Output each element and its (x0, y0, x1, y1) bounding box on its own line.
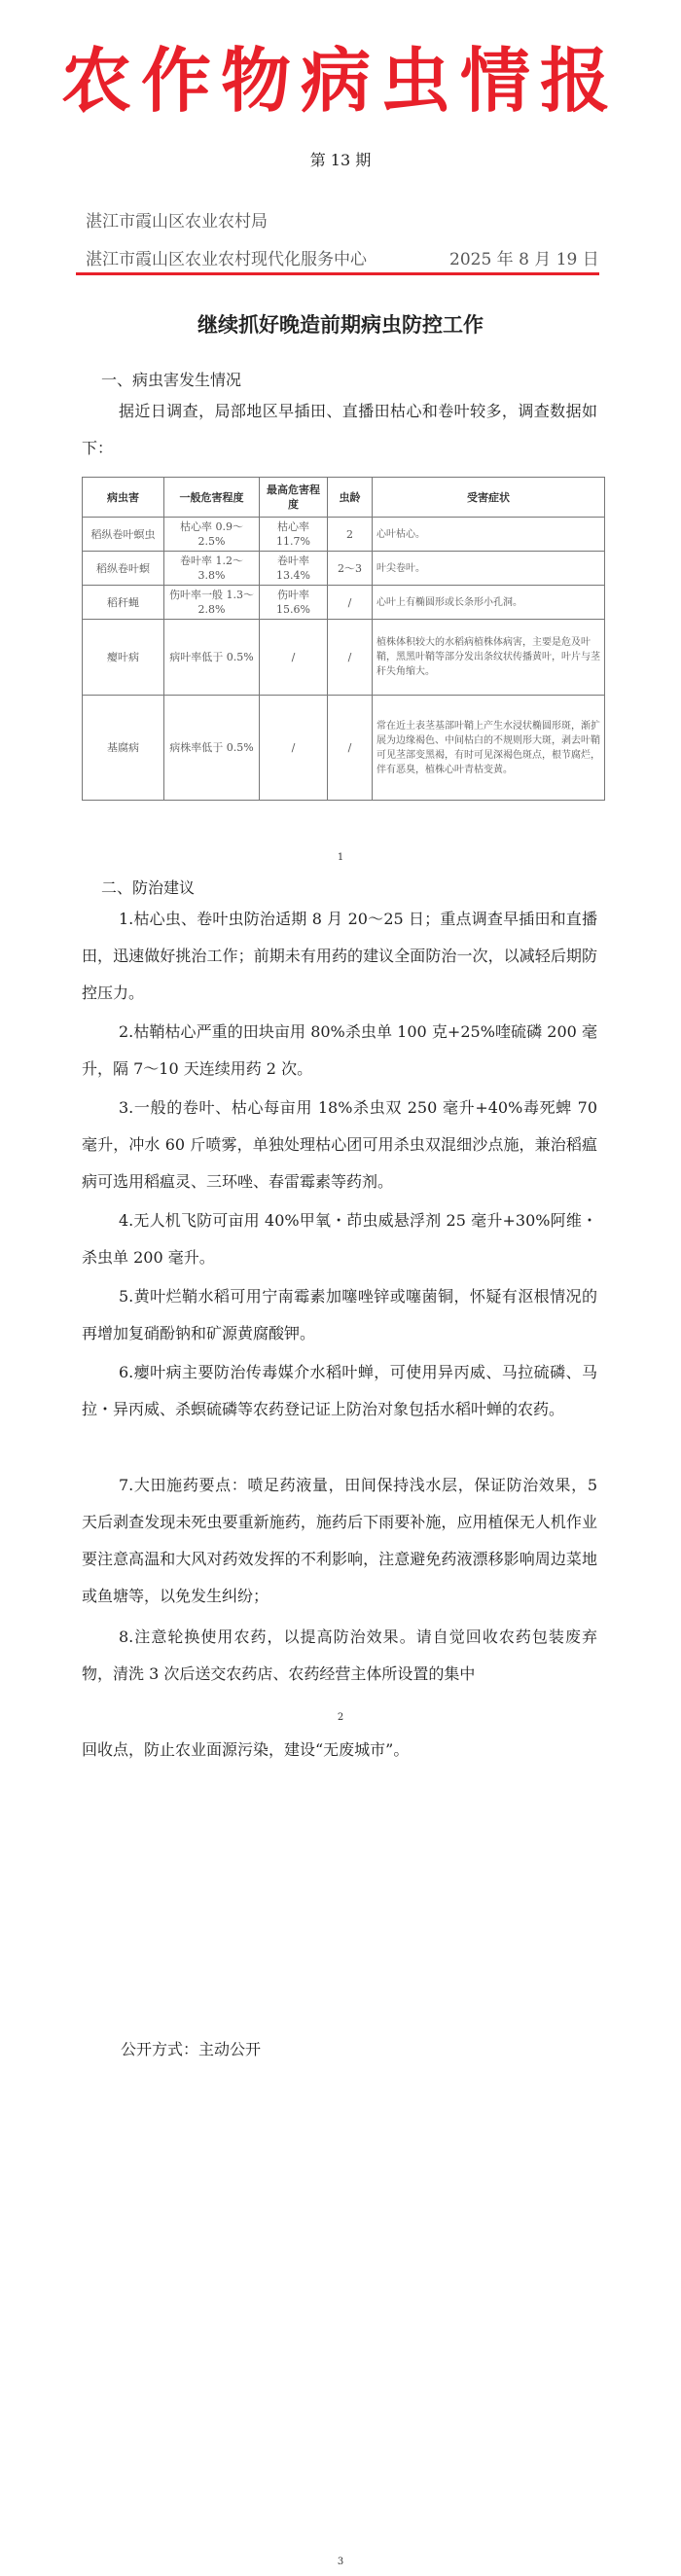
recommendation-item: 1.枯心虫、卷叶虫防治适期 8 月 20～25 日；重点调查早插田和直播田，迅速做好挑治工作；前期未有用药的建议全面防治一次，以减轻后期防控压力。 (82, 910, 597, 1002)
recommendation-item: 8.注意轮换使用农药，以提高防治效果。请自觉回收农药包装废弃物，清洗 3 次后送交农药店、农药经营主体所设置的集中 (82, 1628, 597, 1683)
issuing-organization-primary: 湛江市霞山区农业农村局 (86, 212, 268, 232)
recommendation-item: 4.无人机飞防可亩用 40%甲氧・茚虫威悬浮剂 25 毫升+30%阿维・杀虫单 200 毫升。 (82, 1211, 597, 1267)
table-header-cell: 一般危害程度 (164, 478, 260, 518)
table-cell: 伤叶率一般 1.3～2.8% (164, 586, 260, 620)
table-cell: 枯心率 0.9～2.5% (164, 518, 260, 552)
table-header-cell: 受害症状 (373, 478, 605, 518)
recommendation-continuation: 回收点，防止农业面源污染，建设“无废城市”。 (82, 1740, 410, 1759)
table-cell: 心叶枯心。 (373, 518, 605, 552)
table-row (83, 518, 605, 552)
section-heading-occurrence: 一、病虫害发生情况 (101, 371, 242, 389)
article-title: 继续抓好晚造前期病虫防控工作 (197, 312, 484, 337)
table-cell: 卷叶率 1.2～3.8% (164, 552, 260, 586)
table-cell: 叶尖卷叶。 (373, 552, 605, 586)
page-number: 2 (337, 1712, 344, 1723)
table-row (83, 620, 605, 696)
table-row (83, 696, 605, 801)
table-cell: 心叶上有椭圆形或长条形小孔洞。 (373, 586, 605, 620)
table-cell: / (328, 620, 373, 696)
table-cell: 病叶率低于 0.5% (164, 620, 260, 696)
table-cell: 枯心率 11.7% (260, 518, 328, 552)
table-cell: 2 (328, 518, 373, 552)
table-header-row (83, 478, 605, 518)
table-cell: / (328, 696, 373, 801)
table-cell: 2～3 (328, 552, 373, 586)
table-cell: 病株率低于 0.5% (164, 696, 260, 801)
table-header-cell: 最高危害程度 (260, 478, 328, 518)
table-cell: / (260, 696, 328, 801)
page-number: 1 (337, 852, 344, 863)
table-cell: 稻秆蝇 (83, 586, 164, 620)
recommendation-item: 5.黄叶烂鞘水稻可用宁南霉素加噻唑锌或噻菌铜，怀疑有沤根情况的再增加复硝酚钠和矿源黄腐酸钾。 (82, 1287, 597, 1342)
occurrence-intro-paragraph: 据近日调查，局部地区早插田、直播田枯心和卷叶较多，调查数据如下： (82, 402, 597, 457)
issuing-organization-secondary: 湛江市霞山区农业农村现代化服务中心 (86, 250, 367, 269)
table-header-cell: 病虫害 (83, 478, 164, 518)
table-cell: 瘿叶病 (83, 620, 164, 696)
recommendation-item: 6.瘿叶病主要防治传毒媒介水稻叶蝉，可使用异丙威、马拉硫磷、马拉・异丙威、杀螟硫磷等农药登记证上防治对象包括水稻叶蝉的农药。 (82, 1363, 597, 1418)
table-row (83, 586, 605, 620)
recommendation-item: 7.大田施药要点：喷足药液量，田间保持浅水层，保证防治效果，5 天后剥查发现未死虫要重新施药，施药后下雨要补施，应用植保无人机作业要注意高温和大风对药效发挥的不利影响，注意避免药液漂移影响周边菜地或鱼塘等，以免发生纠纷； (82, 1476, 597, 1605)
table-cell: 伤叶率 15.6% (260, 586, 328, 620)
pest-survey-table (82, 477, 605, 801)
issue-number: 第 13 期 (309, 151, 372, 169)
table-cell: 卷叶率 13.4% (260, 552, 328, 586)
table-cell: 稻纵卷叶螟 (83, 552, 164, 586)
table-header-cell: 虫龄 (328, 478, 373, 518)
table-cell: 稻纵卷叶螟虫 (83, 518, 164, 552)
recommendation-item: 2.枯鞘枯心严重的田块亩用 80%杀虫单 100 克+25%喹硫磷 200 毫升，隔 7～10 天连续用药 2 次。 (82, 1022, 597, 1078)
page-number: 3 (337, 2557, 344, 2567)
table-cell: 常在近土表茎基部叶鞘上产生水浸状椭圆形斑，渐扩展为边缘褐色、中间枯白的不规则形大斑，剥去叶鞘可见茎部变黑褐，有时可见深褐色斑点，根节腐烂，伴有恶臭，植株心叶青枯变黄。 (373, 696, 605, 801)
issue-date: 2025 年 8 月 19 日 (449, 250, 599, 269)
section-heading-recommendations: 二、防治建议 (101, 878, 196, 897)
table-cell: 基腐病 (83, 696, 164, 801)
recommendation-item: 3.一般的卷叶、枯心每亩用 18%杀虫双 250 毫升+40%毒死蜱 70 毫升，冲水 60 斤喷雾，单独处理枯心团可用杀虫双混细沙点施，兼治稻瘟病可选用稻瘟灵、三环唑、春雷霉素等药剂。 (82, 1098, 597, 1191)
masthead-title: 农作物病虫情报 (60, 39, 620, 122)
header-divider (76, 272, 599, 275)
table-cell: 植株体积较大的水稻病植株体病害，主要是危及叶鞘，黑黑叶鞘等部分发出条纹状传播黄叶，叶片与茎秆失角缩大。 (373, 620, 605, 696)
table-cell: / (260, 620, 328, 696)
disclosure-method: 公开方式：主动公开 (121, 2040, 262, 2058)
table-cell: / (328, 586, 373, 620)
table-row (83, 552, 605, 586)
